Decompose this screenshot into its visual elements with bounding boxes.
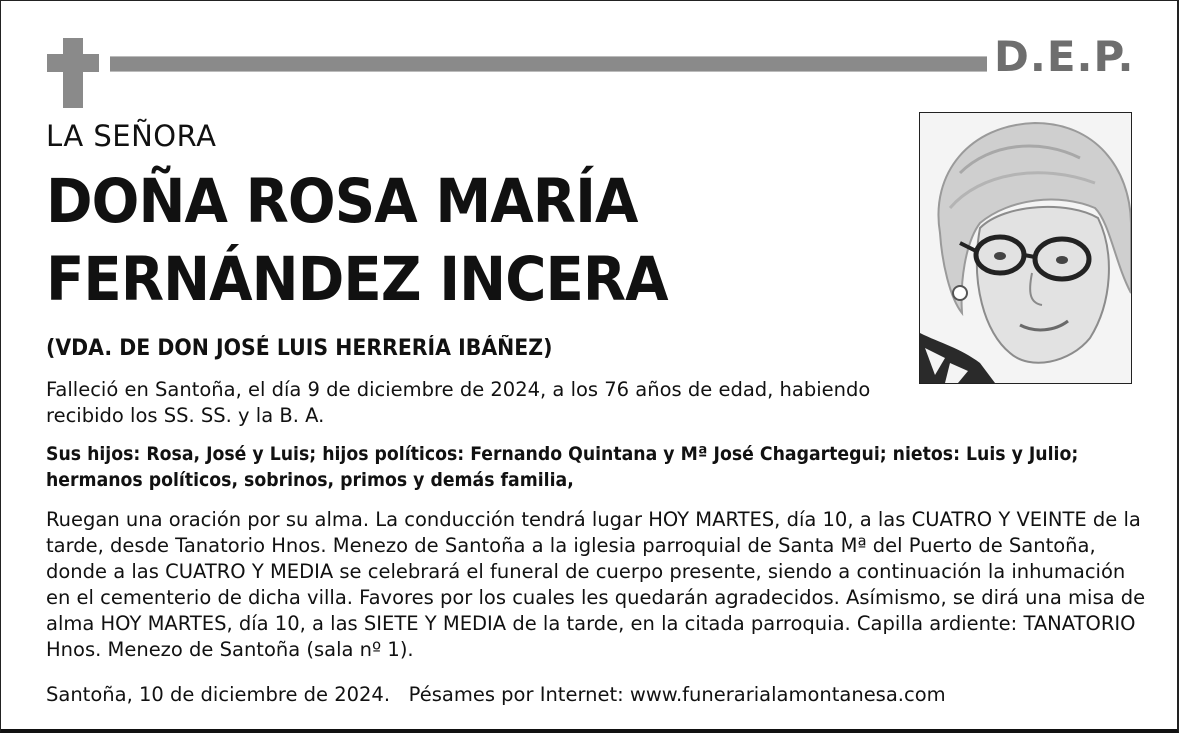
footer	[46, 682, 946, 708]
service-details: Ruegan una oración por su alma. La conducción tendrá lugar HOY MARTES, día 10, a las CUATRO Y VEINTE de la tarde, desde Tanatorio Hnos. Menezo de Santoña a la iglesia parroquial de Santa Mª del Puerto de Santoña, donde a las CUATRO Y MEDIA se celebrará el funeral de cuerpo presente, siendo a continuación la inhumación en el cementerio de dicha villa. Favores por los cuales les quedarán agradecidos. Asímismo, se dirá una misa de alma HOY MARTES, día 10, a las SIETE Y MEDIA de la tarde, en la citada parroquia. Capilla ardiente: TANATORIO Hnos. Menezo de Santoña (sala nº 1).	[46, 508, 1146, 661]
death-notice: Falleció en Santoña, el día 9 de diciembre de 2024, a los 76 años de edad, habiendo recibido los SS. SS. y la B. A.	[46, 378, 871, 427]
header-rule	[110, 56, 987, 72]
place-date: Santoña, 10 de diciembre de 2024.	[46, 683, 391, 706]
condolences-link[interactable]: Pésames por Internet: www.funerarialamontanesa.com	[408, 683, 946, 706]
family-list: Sus hijos: Rosa, José y Luis; hijos políticos: Fernando Quintana y Mª José Chagartegui; nietos: Luis y Julio; hermanos políticos, sobrinos, primos y demás familia,	[46, 443, 1079, 491]
portrait-photo	[919, 112, 1132, 384]
portrait-illustration	[920, 113, 1131, 383]
deceased-name-line-1: DOÑA ROSA MARÍA	[46, 166, 638, 237]
widow-of: (VDA. DE DON JOSÉ LUIS HERRERÍA IBÁÑEZ)	[46, 336, 553, 361]
deceased-name-line-2: FERNÁNDEZ INCERA	[46, 244, 668, 315]
salutation: LA SEÑORA	[46, 119, 217, 153]
dep-label: D.E.P.	[994, 32, 1135, 81]
